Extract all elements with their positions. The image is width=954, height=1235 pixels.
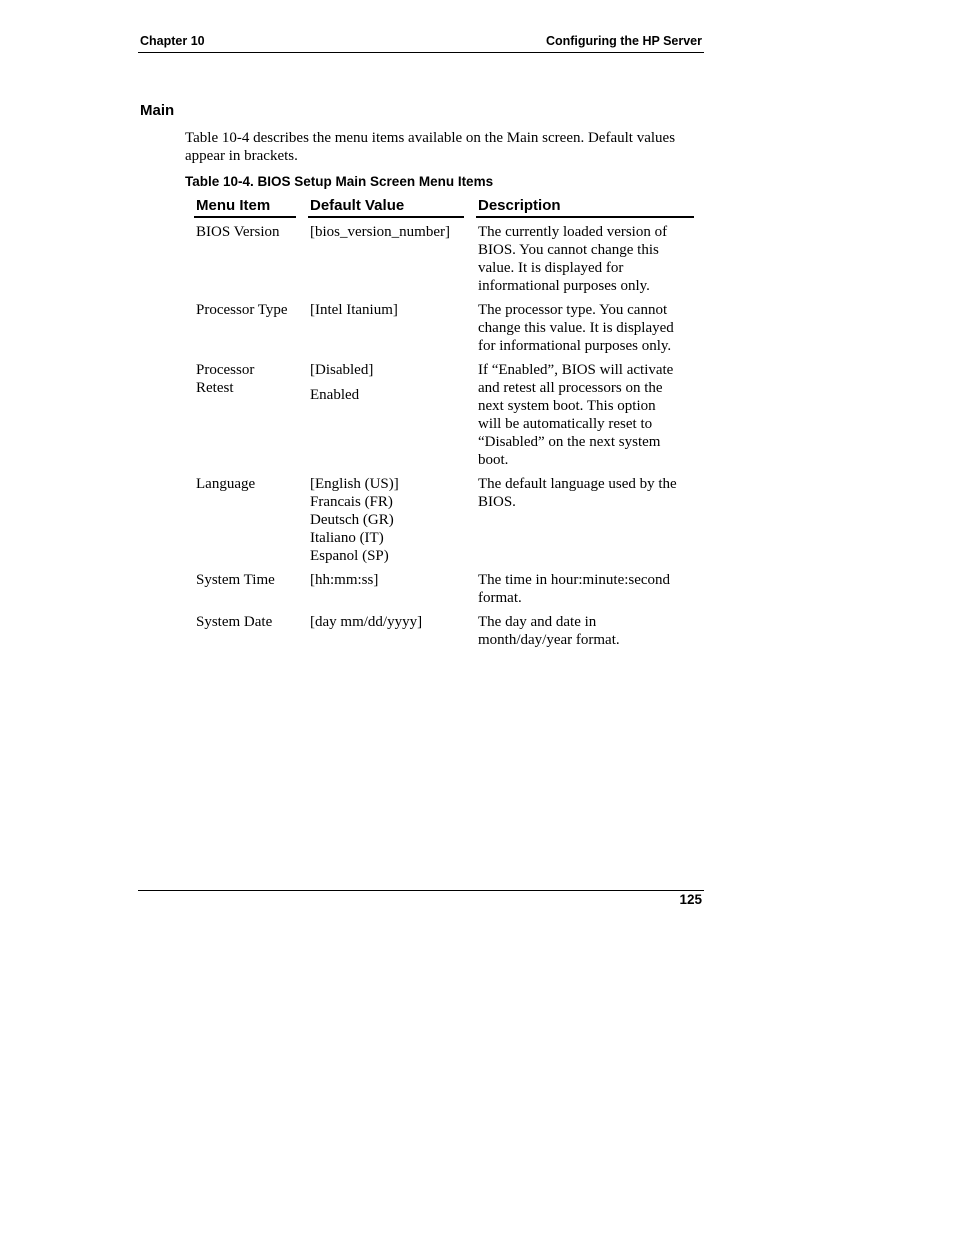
footer-rule	[138, 890, 704, 891]
column-header-rule	[194, 216, 296, 218]
cell-description: The default language used by the BIOS.	[478, 476, 677, 510]
cell-default-value: [Disabled]	[310, 362, 374, 378]
cell-default-value: [day mm/dd/yyyy]	[310, 614, 423, 630]
header-rule	[138, 52, 704, 53]
cell-menu-item: Processor Retest	[196, 362, 255, 396]
cell-description: The time in hour:minute:second format.	[478, 572, 671, 606]
column-header-rule	[308, 216, 464, 218]
cell-default-value: [English (US)] Francais (FR) Deutsch (GR) Italiano (IT) Espanol (SP)	[310, 476, 399, 564]
column-header-menu-item: Menu Item	[196, 197, 271, 214]
cell-menu-item: Language	[196, 476, 256, 492]
running-header-chapter: Chapter 10	[140, 34, 205, 48]
cell-menu-item: BIOS Version	[196, 224, 280, 240]
cell-description: The day and date in month/day/year format.	[478, 614, 620, 648]
cell-menu-item: Processor Type	[196, 302, 288, 318]
cell-description: The processor type. You cannot change this value. It is displayed for informational purposes only.	[478, 302, 674, 354]
cell-default-value-option: Enabled	[310, 387, 360, 403]
cell-menu-item: System Date	[196, 614, 273, 630]
section-heading: Main	[140, 102, 175, 119]
column-header-default-value: Default Value	[310, 197, 405, 214]
column-header-description: Description	[478, 197, 561, 214]
column-header-rule	[476, 216, 694, 218]
cell-description: If “Enabled”, BIOS will activate and retest all processors on the next system boot. This option will be automatically reset to “Disabled” on the next system boot.	[478, 362, 674, 468]
page-number: 125	[679, 892, 702, 907]
cell-default-value: [hh:mm:ss]	[310, 572, 379, 588]
cell-default-value: [Intel Itanium]	[310, 302, 398, 318]
intro-paragraph: Table 10-4 describes the menu items available on the Main screen. Default values appear in brackets.	[185, 130, 676, 164]
table-caption: Table 10-4. BIOS Setup Main Screen Menu Items	[185, 174, 494, 189]
running-header-title: Configuring the HP Server	[545, 34, 702, 48]
cell-default-value: [bios_version_number]	[310, 224, 450, 240]
cell-description: The currently loaded version of BIOS. You cannot change this value. It is displayed for informational purposes only.	[478, 224, 668, 294]
cell-menu-item: System Time	[196, 572, 275, 588]
